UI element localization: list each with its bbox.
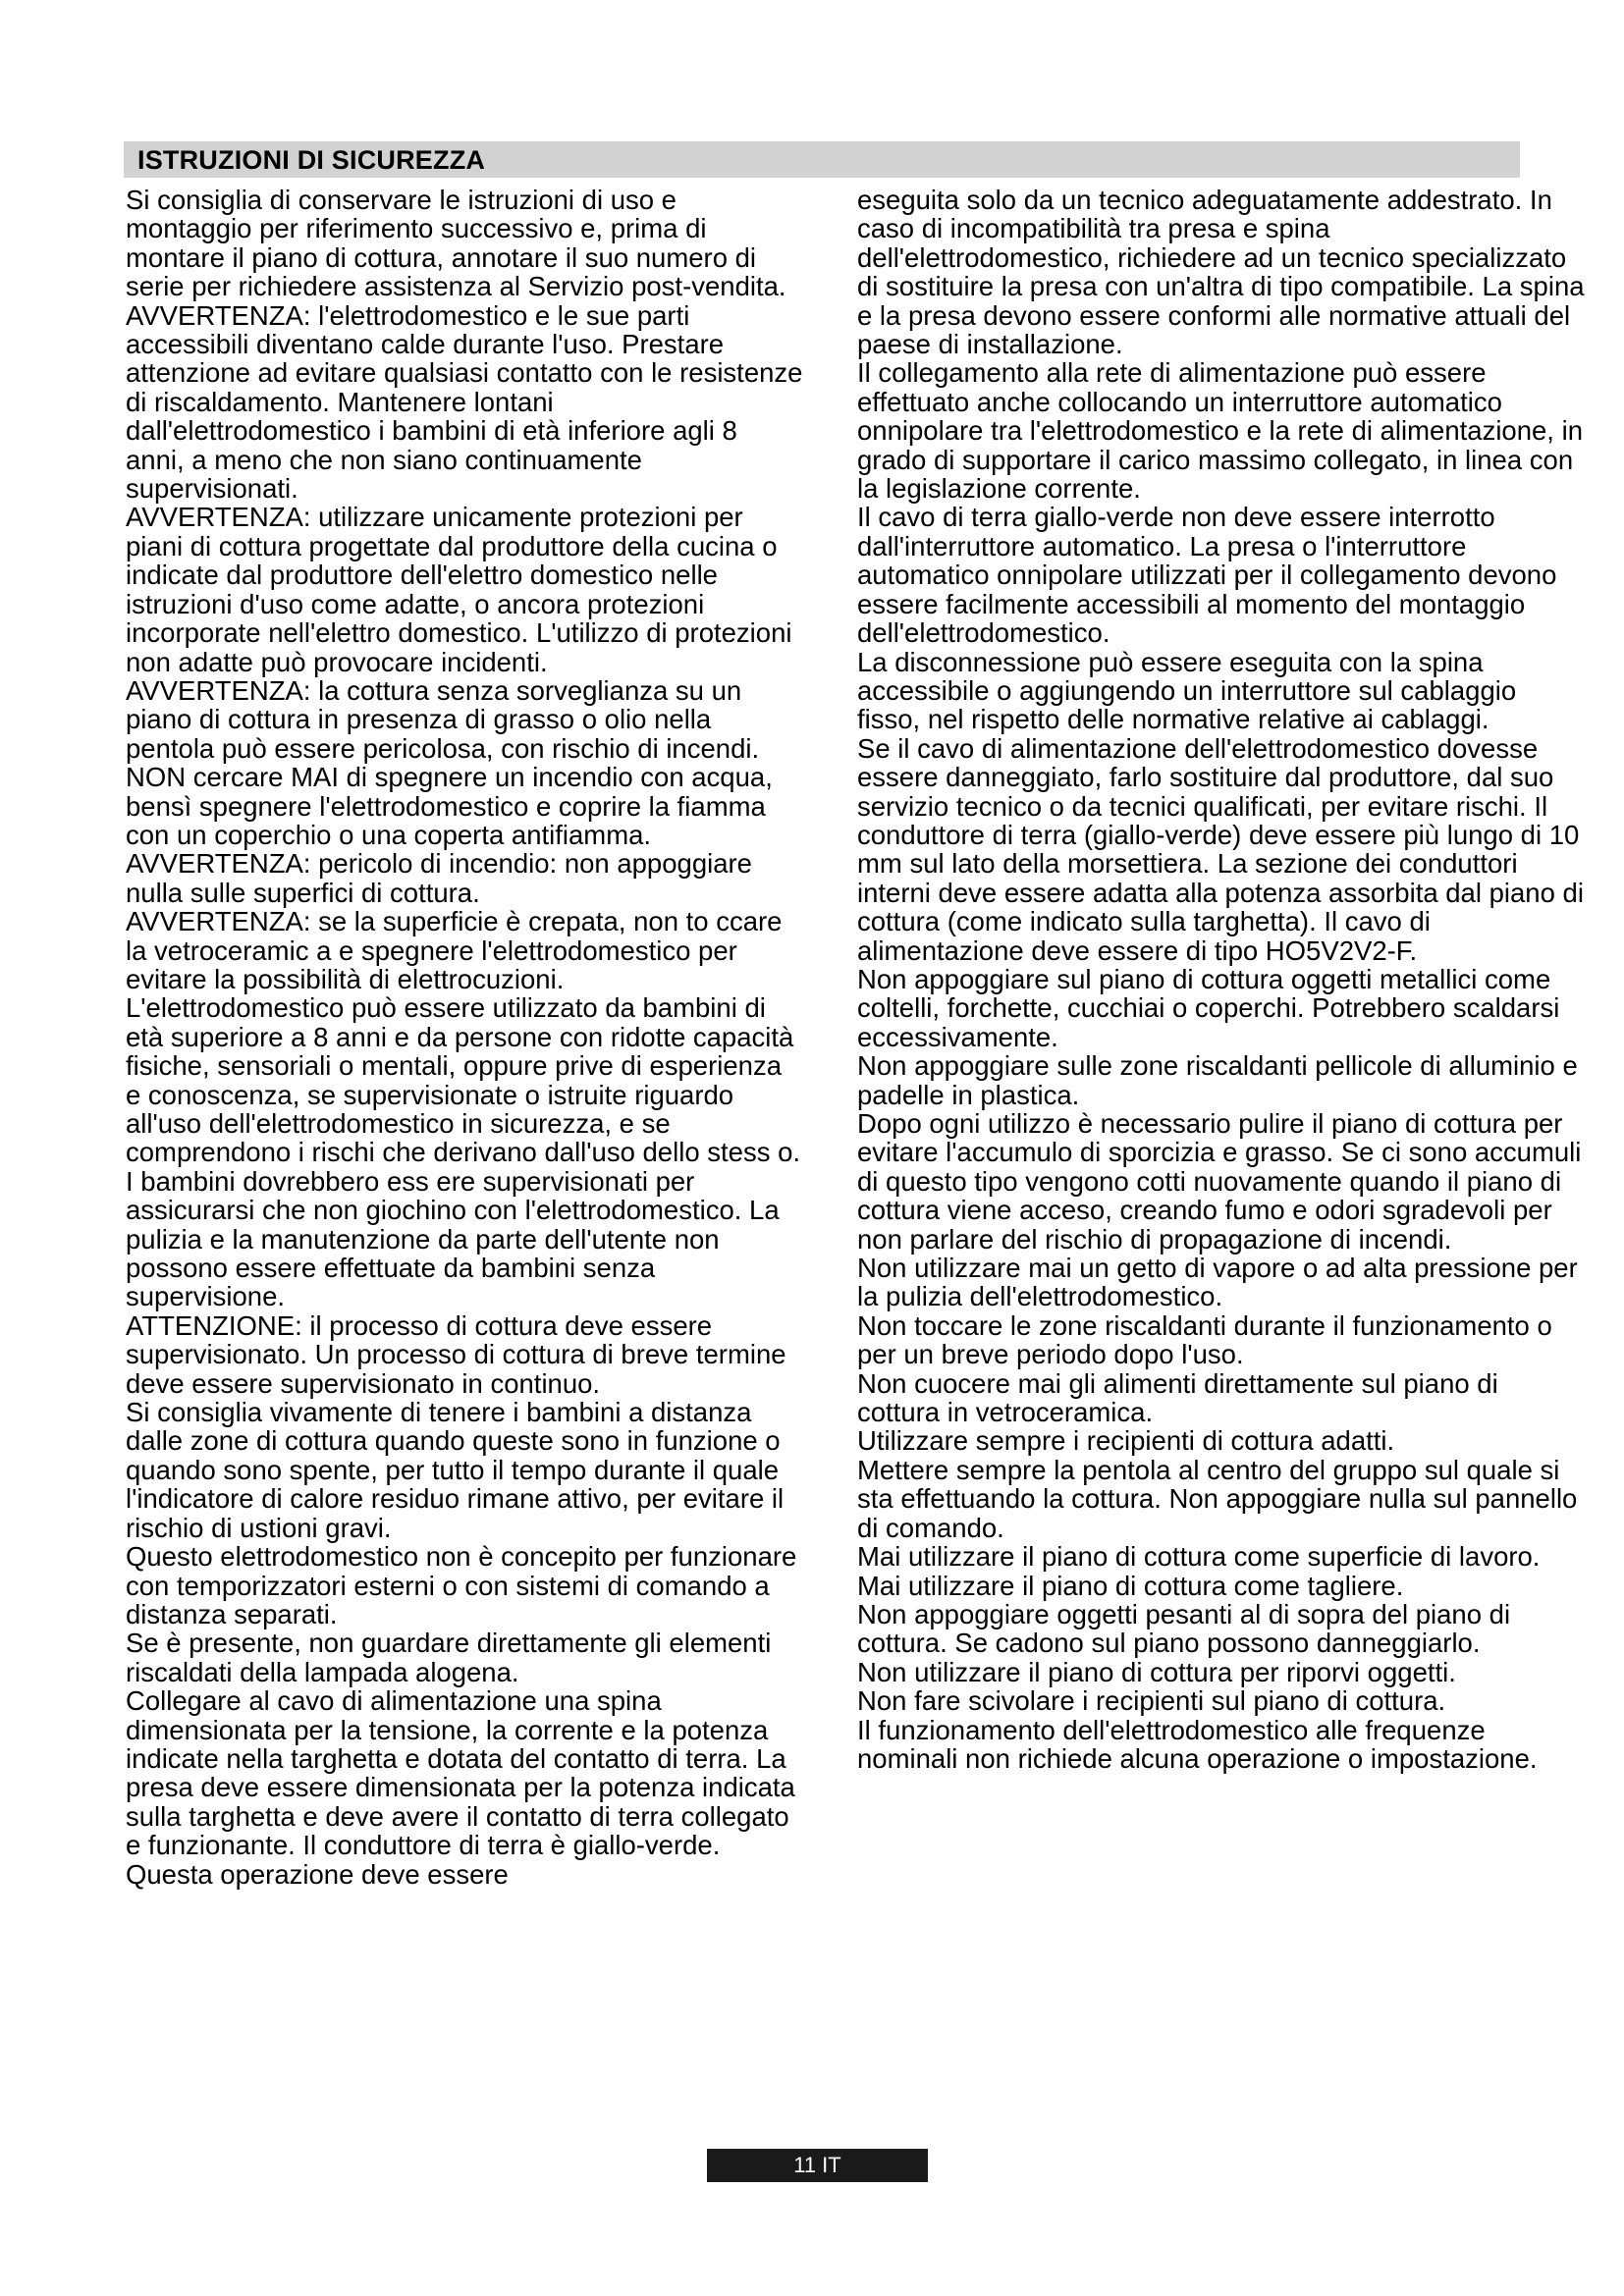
right-text-column — [857, 186, 1586, 1773]
paragraph: Utilizzare sempre i recipienti di cottura adatti. — [857, 1425, 1395, 1457]
left-text-column — [126, 186, 803, 1889]
paragraph: eseguita solo da un tecnico adeguatamente addestrato. In caso di incompatibilità tra presa e spina dell'elettrodomestico, richiedere ad un tecnico specializzato di sostituire la presa con un'altra di tipo compatibile. La spina e la presa devono essere conformi alle normative attuali del paese di installazione. — [857, 185, 1585, 360]
paragraph: Il collegamento alla rete di alimentazione può essere effettuato anche collocando un interruttore automatico onnipolare tra l'elettrodomestico e la rete di alimentazione, in grado di supportare il carico massimo collegato, in linea con la legislazione corrente. — [857, 357, 1583, 505]
paragraph: AVVERTENZA: pericolo di incendio: non appoggiare nulla sulle superfici di cottura. — [126, 848, 752, 908]
paragraph: Mai utilizzare il piano di cottura come superficie di lavoro. — [857, 1541, 1541, 1573]
paragraph: Si consiglia di conservare le istruzioni di uso e montaggio per riferimento successivo e, prima di montare il piano di cottura, annotare il suo numero di serie per richiedere assistenza al Servizio post-vendita. — [126, 185, 786, 302]
paragraph: Il cavo di terra giallo-verde non deve essere interrotto dall'interruttore automatico. La presa o l'interruttore automatico onnipolare utilizzati per il collegamento devono essere facilmente accessibili al momento del montaggio dell'elettrodomestico. — [857, 502, 1557, 649]
paragraph: AVVERTENZA: utilizzare unicamente protezioni per piani di cottura progettate dal produttore della cucina o indicate dal produttore dell'elettro domestico nelle istruzioni d'uso come adatte, o ancora protezioni incorporate nell'elettro domestico. L'utilizzo di protezioni non adatte può provocare incidenti. — [126, 502, 792, 677]
paragraph: Se il cavo di alimentazione dell'elettrodomestico dovesse essere danneggiato, farlo sostituire dal produttore, dal suo servizio tecnico o da tecnici qualificati, per evitare rischi. Il conduttore di terra (giallo-verde) deve essere più lungo di 10 mm sul lato della morsettiera. La sezione dei conduttori interni deve essere adatta alla potenza assorbita dal piano di cottura (come indicato sulla targhetta). Il cavo di alimentazione deve essere di tipo HO5V2V2-F. — [857, 732, 1584, 966]
section-header-bar — [124, 141, 1520, 178]
paragraph: Dopo ogni utilizzo è necessario pulire il piano di cottura per evitare l'accumulo di sporcizia e grasso. Se ci sono accumuli di questo tipo vengono cotti nuovamente quando il piano di cottura viene acceso, creando fumo e odori sgradevoli per non parlare del rischio di propagazione di incendi. — [857, 1108, 1582, 1255]
paragraph: ATTENZIONE: il processo di cottura deve essere supervisionato. Un processo di cottura di breve termine deve essere supervisionato in continuo. — [126, 1309, 786, 1399]
paragraph: Non appoggiare oggetti pesanti al di sopra del piano di cottura. Se cadono sul piano possono danneggiarlo. — [857, 1598, 1511, 1659]
paragraph: AVVERTENZA: l'elettrodomestico e le sue parti accessibili diventano calde durante l'uso. Prestare attenzione ad evitare qualsiasi contatto con le resistenze di riscaldamento. Mantenere lontani dall'elettrodomestico i bambini di età inferiore agli 8 anni, a meno che non siano continuamente supervisionati. — [126, 299, 803, 505]
paragraph: AVVERTENZA: la cottura senza sorveglianza su un piano di cottura in presenza di grasso o olio nella pentola può essere pericolosa, con rischio di incendi. NON cercare MAI di spegnere un incendio con acqua, bensì spegnere l'elettrodomestico e coprire la fiamma con un coperchio o una coperta antifiamma. — [126, 674, 773, 850]
paragraph: Mettere sempre la pentola al centro del gruppo sul quale si sta effettuando la cottura. Non appoggiare nulla sul pannello di comando. — [857, 1454, 1578, 1543]
section-title: ISTRUZIONI DI SICUREZZA — [137, 145, 486, 175]
paragraph: Non toccare le zone riscaldanti durante il funzionamento o per un breve periodo dopo l'uso. — [857, 1309, 1552, 1370]
paragraph: Non cuocere mai gli alimenti direttamente sul piano di cottura in vetroceramica. — [857, 1367, 1498, 1428]
paragraph: Mai utilizzare il piano di cottura come tagliere. — [857, 1570, 1404, 1601]
paragraph: La disconnessione può essere eseguita con la spina accessibile o aggiungendo un interruttore sul cablaggio fisso, nel rispetto delle normative relative ai cablaggi. — [857, 646, 1517, 735]
paragraph: Non appoggiare sulle zone riscaldanti pellicole di alluminio e padelle in plastica. — [857, 1050, 1578, 1110]
paragraph: Si consiglia vivamente di tenere i bambini a distanza dalle zone di cottura quando queste sono in funzione o quando sono spente, per tutto il tempo durante il quale l'indicatore di calore residuo rimane attivo, per evitare il rischio di ustioni gravi. — [126, 1397, 785, 1543]
page-number-box — [707, 2149, 928, 2182]
paragraph: Questo elettrodomestico non è concepito per funzionare con temporizzatori esterni o con sistemi di comando a distanza separati. — [126, 1541, 797, 1629]
paragraph: Collegare al cavo di alimentazione una spina dimensionata per la tensione, la corrente e la potenza indicate nella targhetta e dotata del contatto di terra. La presa deve essere dimensionata per la potenza indicata sulla targhetta e deve avere il contatto di terra collegato e funzionante. Il conduttore di terra è giallo-verde. Questa operazione deve essere — [126, 1685, 795, 1890]
paragraph: Non fare scivolare i recipienti sul piano di cottura. — [857, 1685, 1446, 1717]
paragraph: Non utilizzare mai un getto di vapore o ad alta pressione per la pulizia dell'elettrodomestico. — [857, 1253, 1578, 1312]
paragraph: Il funzionamento dell'elettrodomestico alle frequenze nominali non richiede alcuna operazione o impostazione. — [857, 1714, 1538, 1774]
paragraph: Non appoggiare sul piano di cottura oggetti metallici come coltelli, forchette, cucchiai o coperchi. Potrebbero scaldarsi eccessivamente. — [857, 963, 1560, 1052]
paragraph: Non utilizzare il piano di cottura per riporvi oggetti. — [857, 1656, 1456, 1687]
paragraph: L'elettrodomestico può essere utilizzato da bambini di età superiore a 8 anni e da persone con ridotte capacità fisiche, sensoriali o mentali, oppure prive di esperienza e conoscenza, se supervisionate o istruite riguardo all'uso dell'elettrodomestico in sicurezza, e se comprendono i rischi che derivano dall'uso dello stess o. I bambini dovrebbero ess ere supervisionati per assicurarsi che non giochino con l'elettrodomestico. La pulizia e la manutenzione da parte dell'utente non possono essere effettuate da bambini senza supervisione. — [126, 992, 801, 1312]
paragraph: AVVERTENZA: se la superficie è crepata, non to ccare la vetroceramic a e spegnere l'elettrodomestico per evitare la possibilità di elettrocuzioni. — [126, 906, 783, 994]
page-number: 11 IT — [793, 2153, 841, 2177]
paragraph: Se è presente, non guardare direttamente gli elementi riscaldati della lampada alogena. — [126, 1628, 772, 1687]
